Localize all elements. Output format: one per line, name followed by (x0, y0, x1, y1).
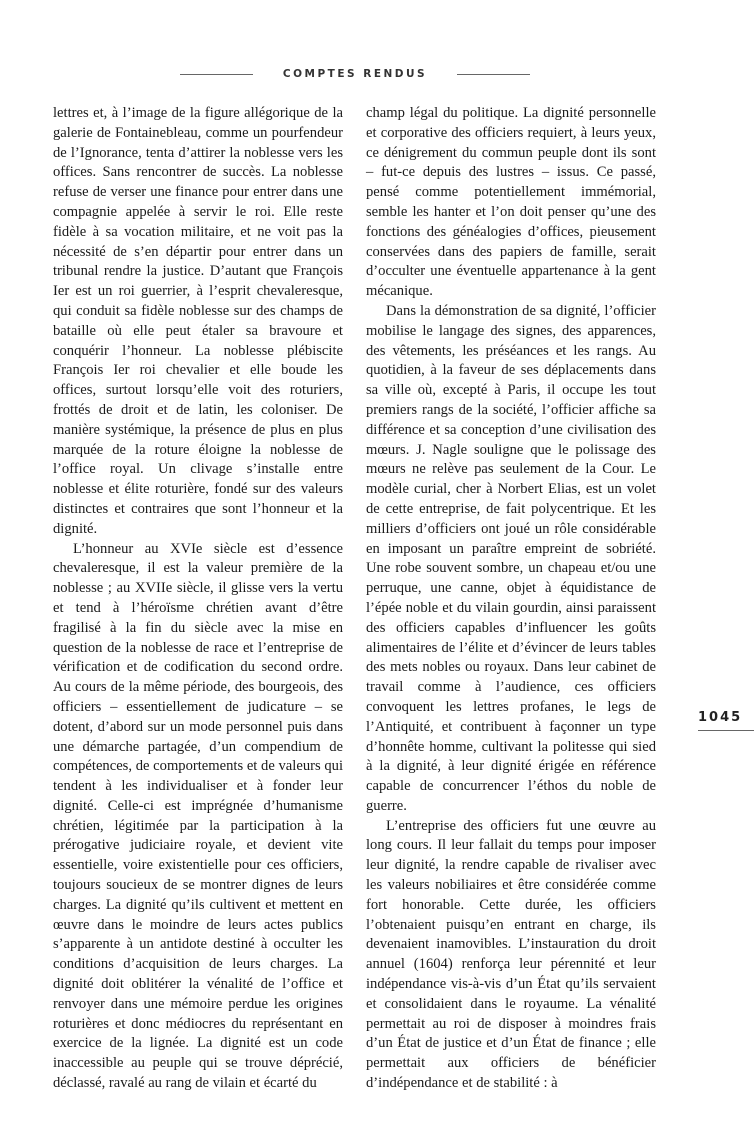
paragraph: lettres et, à l’image de la figure allégorique de la galerie de Fontainebleau, comme un pourfendeur de l’Ignorance, tenta d’attirer la noblesse vers les offices. Sans rencontrer de succès. La noblesse refuse de verser une finance pour entrer dans une compagnie appelée à servir le roi. Elle reste fidèle à sa vocation militaire, et ne voit pas la nécessité de s’en départir pour entrer dans un tribunal rendre la justice. D’autant que François Ier est un roi guerrier, à l’esprit chevaleresque, qui conduit sa fidèle noblesse sur des champs de bataille où elle peut étaler sa bravoure et conquérir l’honneur. La noblesse plébiscite François Ier roi chevalier et elle boude les offices, surtout lorsqu’elle voit des roturiers, frottés de droit et de latin, les coloniser. De manière systémique, la présence de plus en plus marquée de la roture éloigne la noblesse de l’office royal. Un clivage s’installe entre noblesse et élite roturière, fondé sur des valeurs distinctes et contraires que sont l’honneur et la dignité. (53, 105, 343, 537)
paragraph: Dans la démonstration de sa dignité, l’officier mobilise le langage des signes, des apparences, des vêtements, les préséances et les rangs. Au quotidien, à la faveur de ses déplacements dans sa ville où, excepté à Paris, il occupe les tout premiers rangs de la société, l’officier affiche sa différence et sa conception d’une civilisation des mœurs. J. Nagle souligne que le polissage des mœurs ne relève pas seulement de la Cour. Le modèle curial, cher à Norbert Elias, est un volet de cette entreprise, de fait polycentrique. Et les milliers d’officiers ont joué un rôle considérable en imposant un paraître empreint de sobriété. Une robe souvent sombre, un chapeau et/ou une perruque, une canne, objet à équidistance de l’épée noble et du vilain gourdin, ainsi paraissent des officiers capables d’influencer les goûts alimentaires de l’élite et d’évincer de leurs tables des mets nobles ou royaux. Dans leur cabinet de travail comme à l’audience, ces officiers convoquent les lettres profanes, le legs de l’Antiquité, et contribuent à façonner un type d’honnête homme, cultivant la politesse qui sied à la dignité, à leur dignité érigée en référence capable de concurrencer l’éthos du noble de guerre. (366, 302, 656, 814)
page-number-text: 1045 (698, 710, 743, 725)
header-rule-right (457, 74, 530, 75)
paragraph: champ légal du politique. La dignité personnelle et corporative des officiers requiert, à leurs yeux, ce dénigrement du commun peuple dont ils sont – fut-ce depuis des lustres – issus. Ce passé, pensé comme potentiellement immémorial, semble les hanter et l’on doit penser qu’une des fonctions des généalogies d’offices, pieusement conservées dans des papiers de famille, serait d’occulter une éventuelle appartenance à la gent mécanique. (366, 105, 656, 300)
running-title: COMPTES RENDUS (282, 68, 428, 80)
right-column (366, 104, 656, 1094)
paragraph: L’honneur au XVIe siècle est d’essence chevaleresque, il est la valeur première de la noblesse ; au XVIIe siècle, il glisse vers la vertu et tend à l’héroïsme chrétien avant d’être fragilisé à la fin du siècle avec la mise en question de la noblesse de race et l’entreprise de vérification et de codification du second ordre. Au cours de la même période, des bourgeois, des officiers – essentiellement de judicature – se dotent, d’abord sur un mode personnel puis dans une démarche partagée, d’un compendium de compétences, de comportements et de valeurs qui tendent à les individualiser et à fonder leur dignité. Celle-ci est imprégnée d’humanisme chrétien, légitimée par la participation à la prérogative judiciaire royale, et devient vite essentielle, voire existentielle pour ces officiers, toujours soucieux de se montrer dignes de leurs charges. La dignité qu’ils cultivent et mettent en œuvre dans le moindre de leurs actes publics s’apparente à un antidote destiné à occulter les conditions d’acquisition de leurs charges. La dignité doit oblitérer la vénalité de l’office et renvoyer dans une mémoire perdue les origines roturières et donc médiocres du représentant en exercice de la lignée. La dignité est un code inaccessible au peuple qui se trouve déprécié, déclassé, ravalé au rang de vilain et écarté du (53, 540, 343, 1092)
header-rule-left (180, 74, 253, 75)
paragraph: L’entreprise des officiers fut une œuvre au long cours. Il leur fallait du temps pour imposer leur dignité, la rendre capable de rivaliser avec les valeurs nobiliaires et être considérée comme fort honorable. Cette durée, les officiers l’obtenaient puisqu’en entrant en charge, ils devenaient inamovibles. L’instauration du droit annuel (1604) renforça leur pérennité et leur indépendance vis-à-vis d’un État qu’ils servaient et consolidaient dans le royaume. La vénalité permettait au roi de disposer à moindres frais d’un État de justice et d’un État de finance ; elle permettait aux officiers de bénéficier d’indépendance et de stabilité : à (366, 817, 656, 1092)
page-number (698, 708, 754, 731)
running-head (180, 66, 530, 82)
left-column (53, 104, 343, 1094)
